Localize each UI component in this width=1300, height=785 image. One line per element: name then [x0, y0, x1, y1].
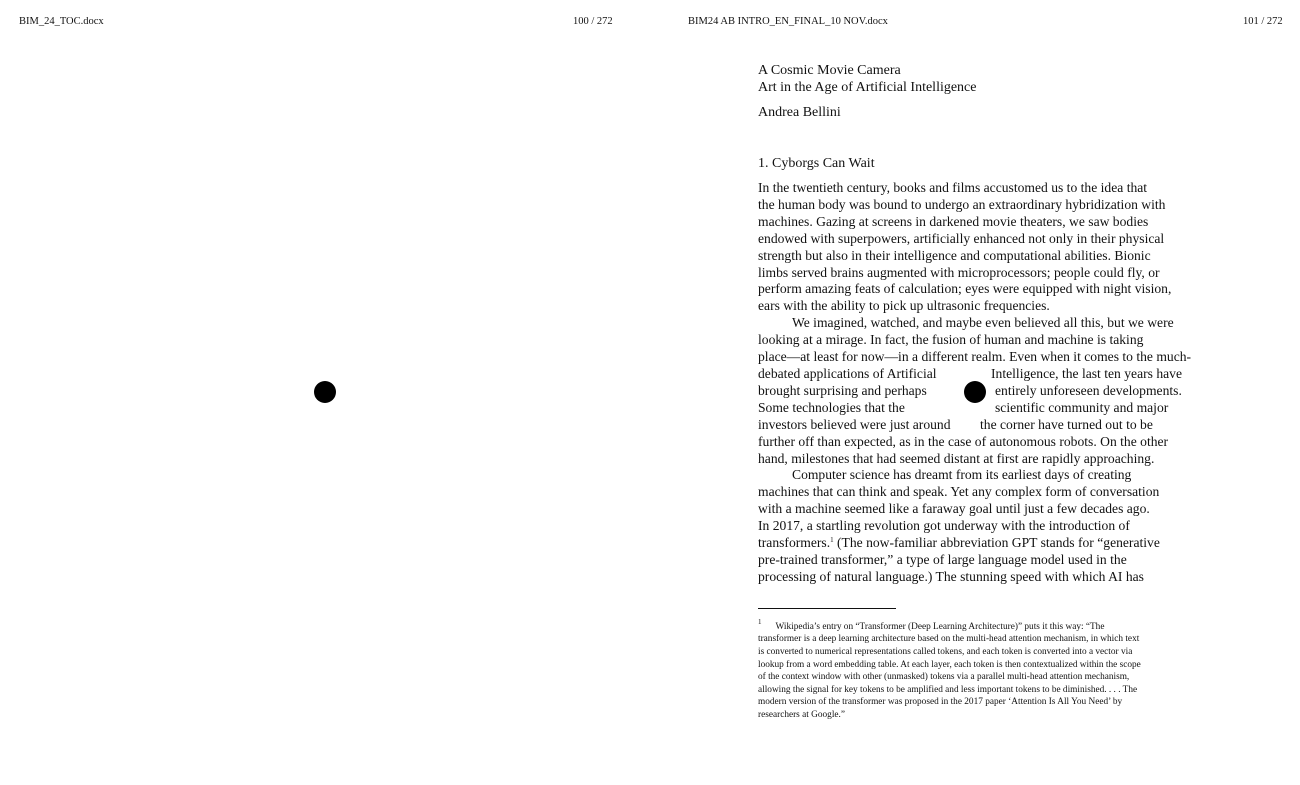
- text-segment: the corner have turned out to be: [980, 416, 1153, 432]
- text-segment: investors believed were just around: [758, 416, 951, 432]
- right-page: [650, 0, 1300, 785]
- text-line: In 2017, a startling revolution got underway with the introduction of: [758, 518, 1130, 534]
- text-line: place—at least for now—in a different realm. Even when it comes to the much-: [758, 349, 1192, 365]
- text-line: ears with the ability to pick up ultrasonic frequencies.: [758, 298, 1050, 314]
- document-title: A Cosmic Movie Camera: [758, 63, 901, 78]
- footnote-reference[interactable]: 1: [830, 536, 834, 545]
- text-line: machines that can think and speak. Yet any complex form of conversation: [758, 484, 1160, 500]
- text-line: [758, 417, 1198, 434]
- text-line: further off than expected, as in the case of autonomous robots. On the other: [758, 433, 1169, 449]
- text-segment: (The now-familiar abbreviation GPT stands for “generative: [833, 535, 1160, 551]
- text-segment: transformers.: [758, 535, 831, 551]
- text-segment: entirely unforeseen developments.: [995, 382, 1182, 398]
- footnote-line: [758, 617, 1198, 634]
- text-line: strength but also in their intelligence and computational abilities. Bionic: [758, 247, 1151, 263]
- text-line: processing of natural language.) The stunning speed with which AI has: [758, 568, 1144, 584]
- left-page-filename: BIM_24_TOC.docx: [19, 16, 104, 27]
- text-line: [758, 535, 1198, 552]
- cursor-dot-icon: [314, 381, 336, 403]
- document-subtitle: Art in the Age of Artificial Intelligence: [758, 80, 977, 95]
- footnote-line: researchers at Google.”: [758, 709, 845, 720]
- text-segment: scientific community and major: [995, 399, 1169, 415]
- left-page-counter: 100 / 272: [573, 16, 613, 27]
- footnote-line: of the context window with other (unmasked) tokens via a parallel multi-head attention mechanism,: [758, 672, 1130, 683]
- text-segment: Some technologies that the: [758, 399, 905, 415]
- text-line: We imagined, watched, and maybe even believed all this, but we were: [792, 315, 1174, 331]
- text-line: [758, 383, 1198, 400]
- footnote-line: is converted to numerical representations called tokens, and each token is converted into a vector via: [758, 646, 1133, 657]
- text-line: [758, 366, 1198, 383]
- footnote-divider: [758, 608, 896, 609]
- text-line: looking at a mirage. In fact, the fusion of human and machine is taking: [758, 332, 1144, 348]
- body-text: [758, 180, 1198, 586]
- text-segment: brought surprising and perhaps: [758, 382, 927, 398]
- text-line: endowed with superpowers, artificially enhanced not only in their physical: [758, 230, 1165, 246]
- text-line: perform amazing feats of calculation; eyes were equipped with night vision,: [758, 281, 1172, 297]
- right-page-filename: BIM24 AB INTRO_EN_FINAL_10 NOV.docx: [688, 16, 888, 27]
- text-line: pre-trained transformer,” a type of large language model used in the: [758, 551, 1127, 567]
- right-page-counter: 101 / 272: [1243, 16, 1283, 27]
- document-author: Andrea Bellini: [758, 105, 841, 120]
- text-line: with a machine seemed like a faraway goal until just a few decades ago.: [758, 501, 1150, 517]
- footnote-line: lookup from a word embedding table. At each layer, each token is then contextualized within the scope: [758, 659, 1141, 670]
- text-line: hand, milestones that had seemed distant at first are rapidly approaching.: [758, 450, 1155, 466]
- text-line: [758, 400, 1198, 417]
- text-segment: Intelligence, the last ten years have: [991, 365, 1182, 381]
- text-line: In the twentieth century, books and films accustomed us to the idea that: [758, 180, 1148, 195]
- footnote-line: modern version of the transformer was proposed in the 2017 paper ‘Attention Is All You Need’ by: [758, 697, 1123, 708]
- text-line: limbs served brains augmented with microprocessors; people could fly, or: [758, 264, 1160, 280]
- text-segment: debated applications of Artificial: [758, 365, 937, 381]
- document-content: [758, 62, 1198, 722]
- footnote-line: allowing the signal for key tokens to be amplified and less important tokens to be diminished. . . . The: [758, 684, 1138, 695]
- footnote-text: Wikipedia’s entry on “Transformer (Deep Learning Architecture)” puts it this way: “The: [775, 621, 1105, 632]
- footnote-line: transformer is a deep learning architecture based on the multi-head attention mechanism, in which text: [758, 634, 1140, 645]
- text-line: machines. Gazing at screens in darkened movie theaters, we saw bodies: [758, 213, 1149, 229]
- text-line: the human body was bound to undergo an extraordinary hybridization with: [758, 196, 1166, 212]
- section-heading: 1. Cyborgs Can Wait: [758, 156, 875, 171]
- footnote-marker: 1: [758, 617, 762, 626]
- text-line: Computer science has dreamt from its earliest days of creating: [792, 467, 1132, 483]
- footnote: [758, 617, 1198, 722]
